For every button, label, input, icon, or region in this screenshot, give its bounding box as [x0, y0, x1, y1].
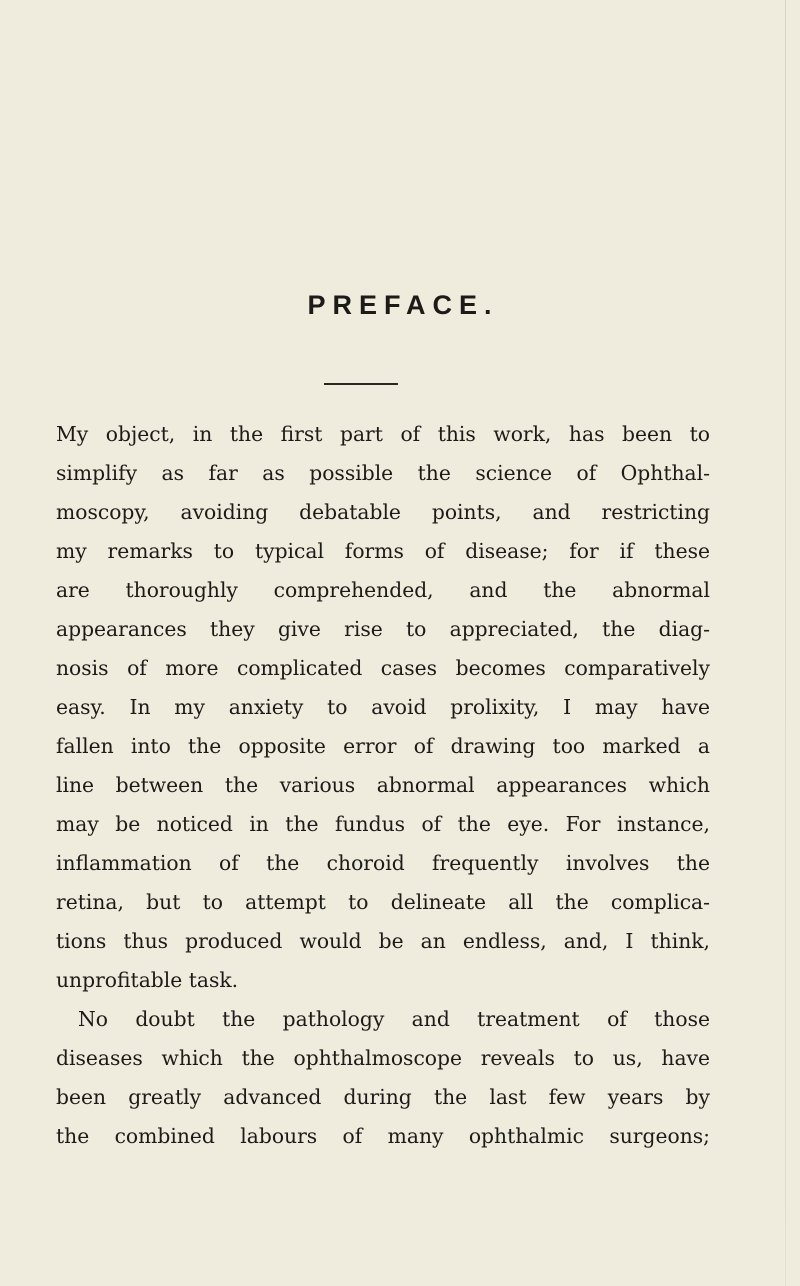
- text-line: easy. In my anxiety to avoid prolixity, I may have: [56, 695, 710, 719]
- text-line: appearances they give rise to appreciated, the diag-: [56, 617, 710, 641]
- text-line: retina, but to attempt to delineate all the complica-: [56, 890, 710, 914]
- preface-heading: PREFACE.: [307, 290, 499, 320]
- text-line: moscopy, avoiding debatable points, and restricting: [56, 500, 710, 524]
- preface-body: [56, 415, 710, 1156]
- text-line: My object, in the first part of this work, has been to: [56, 422, 710, 446]
- text-line: are thoroughly comprehended, and the abnormal: [56, 578, 710, 602]
- text-line: may be noticed in the fundus of the eye. For instance,: [56, 812, 710, 836]
- heading-rule: [324, 383, 398, 385]
- text-line: line between the various abnormal appearances which: [56, 773, 710, 797]
- text-line: simplify as far as possible the science of Ophthal-: [56, 461, 710, 485]
- text-line: nosis of more complicated cases becomes comparatively: [56, 656, 710, 680]
- text-line: been greatly advanced during the last few years by: [56, 1085, 710, 1109]
- text-line: inflammation of the choroid frequently involves the: [56, 851, 710, 875]
- text-line: unprofitable task.: [56, 968, 239, 992]
- text-line: No doubt the pathology and treatment of those: [78, 1007, 710, 1031]
- text-line: the combined labours of many ophthalmic surgeons;: [56, 1124, 710, 1148]
- text-line: fallen into the opposite error of drawing too marked a: [56, 734, 710, 758]
- text-line: my remarks to typical forms of disease; for if these: [56, 539, 710, 563]
- text-line: tions thus produced would be an endless, and, I think,: [56, 929, 710, 953]
- text-line: diseases which the ophthalmoscope reveals to us, have: [56, 1046, 710, 1070]
- page-fold-shadow: [785, 0, 786, 1286]
